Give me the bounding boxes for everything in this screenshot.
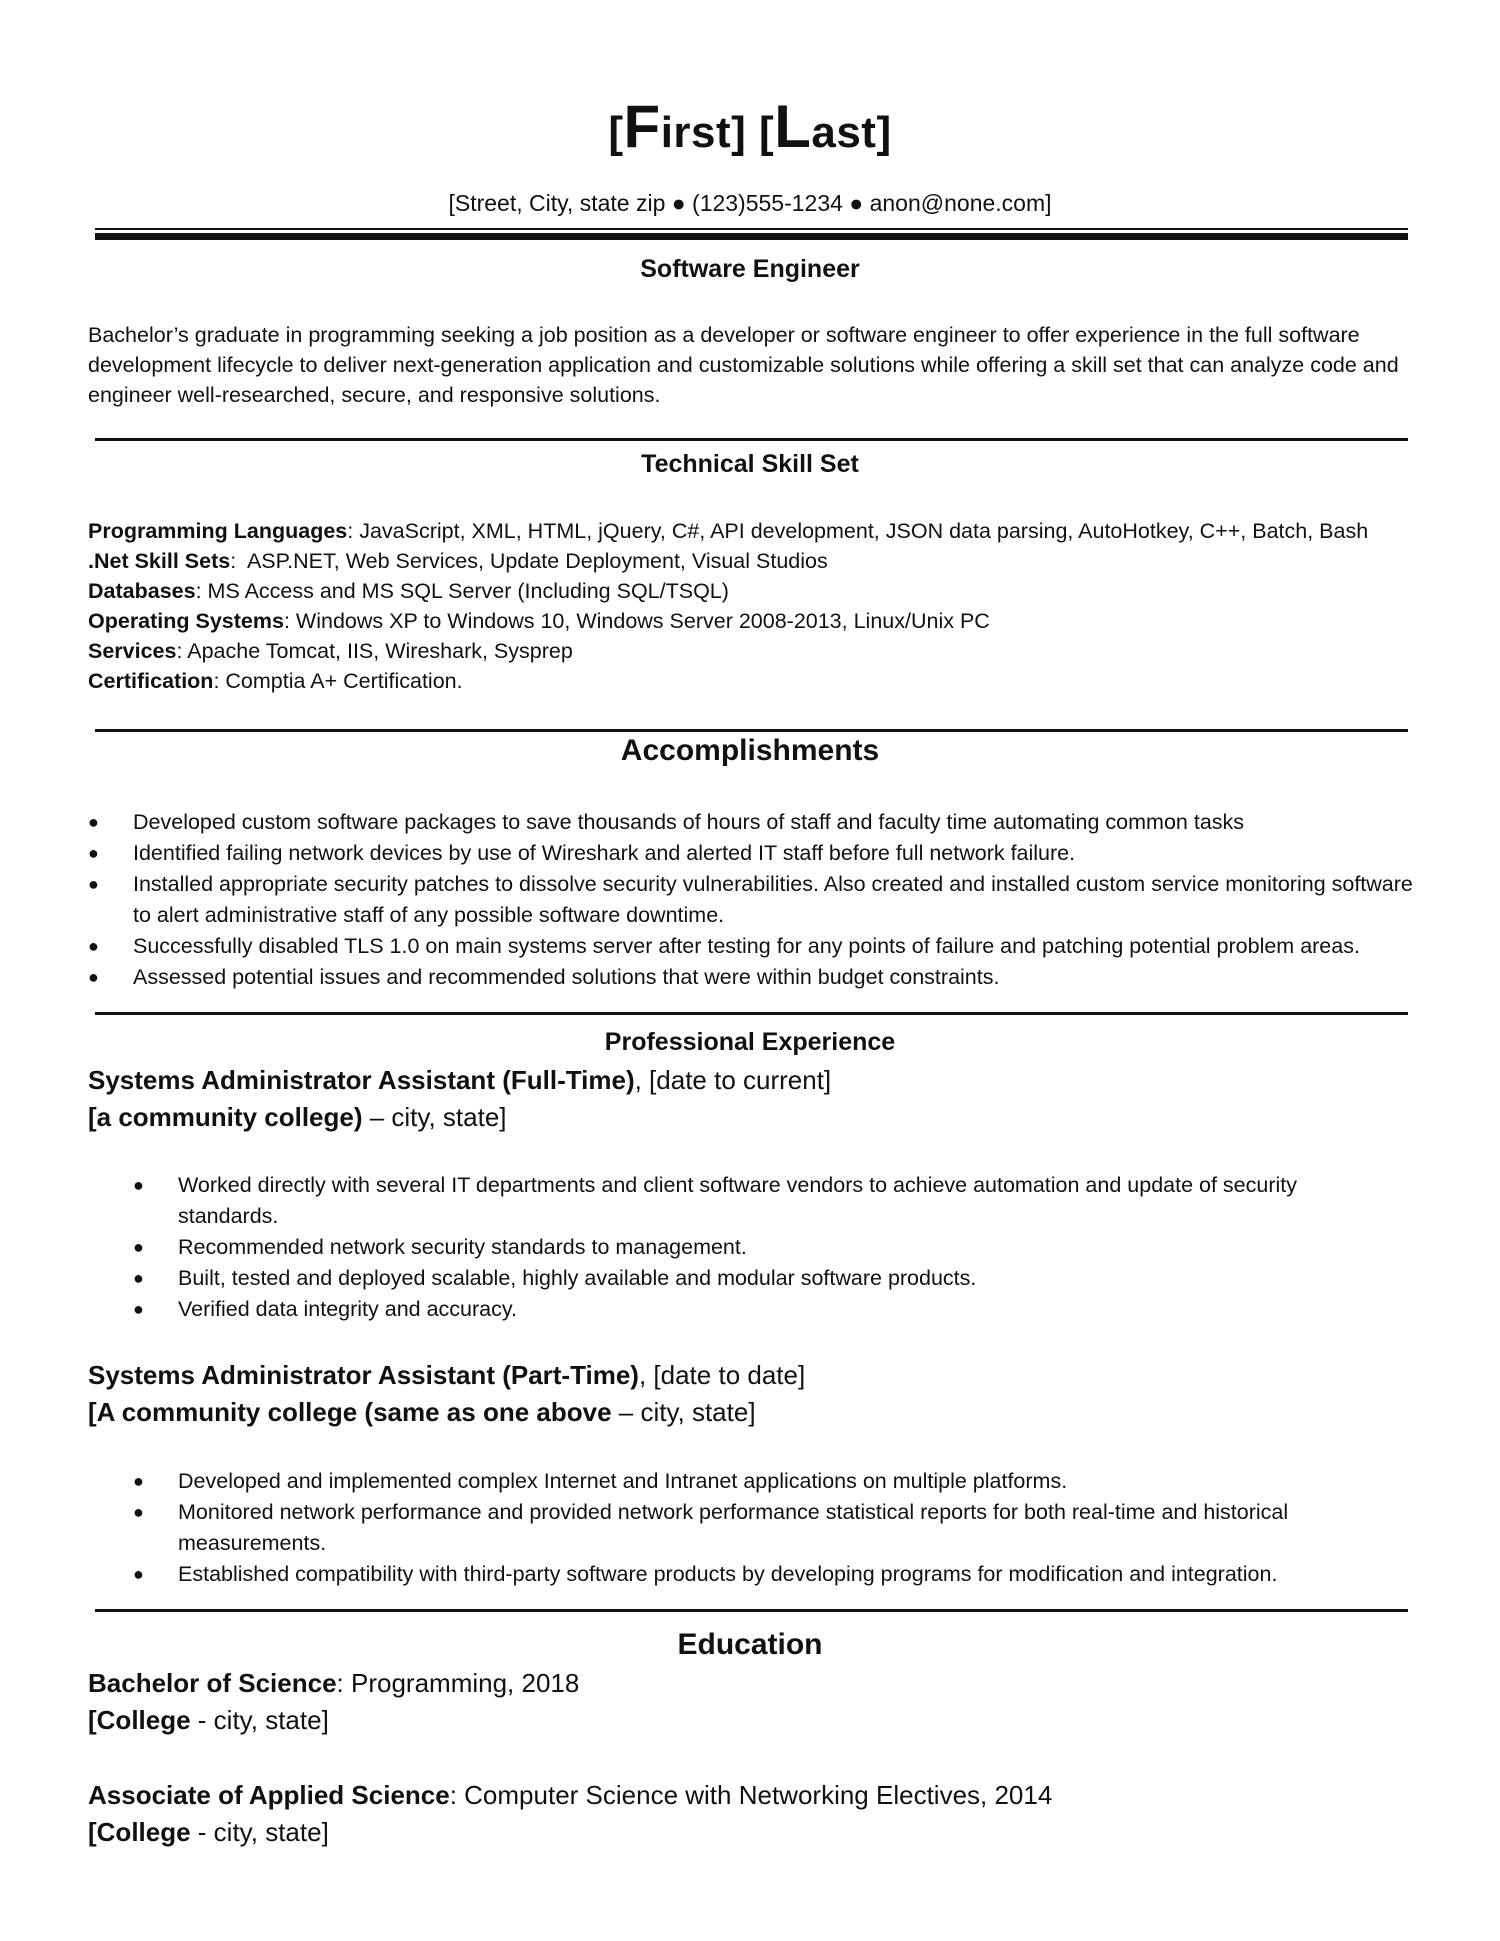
list-item: ● Developed and implemented complex Internet and Intranet applications on multiple platforms. [133, 1469, 1068, 1493]
list-item: ● Identified failing network devices by use of Wireshark and alerted IT staff before full network failure. [88, 841, 1076, 865]
section-divider [95, 1609, 1408, 1612]
degree-block [88, 1665, 1418, 1739]
job-header [88, 1062, 1418, 1136]
school-line: [College - city, state] [88, 1817, 329, 1847]
degree-line: Associate of Applied Science: Computer Science with Networking Electives, 2014 [88, 1780, 1053, 1810]
skill-line: Operating Systems: Windows XP to Windows 10, Windows Server 2008-2013, Linux/Unix PC [88, 609, 990, 633]
candidate-name: [First] [Last] [608, 93, 892, 160]
job-org-line: [A community college (same as one above – city, state] [88, 1397, 756, 1427]
section-divider [95, 729, 1408, 732]
degree-line: Bachelor of Science: Programming, 2018 [88, 1668, 580, 1698]
last-initial: L [774, 93, 812, 160]
accomplishments-list [88, 807, 1418, 993]
job-org-line: [a community college) – city, state] [88, 1102, 507, 1132]
skills-title: Technical Skill Set [641, 450, 859, 478]
job-bullets [133, 1170, 1383, 1325]
list-item: ● Established compatibility with third-party software products by developing programs for modification and integration. [133, 1562, 1278, 1586]
section-divider [95, 1012, 1408, 1015]
contact-line: [Street, City, state zip ● (123)555-1234 ● anon@none.com] [448, 190, 1052, 216]
last-rest: ast [811, 108, 877, 157]
skill-line: .Net Skill Sets: ASP.NET, Web Services, Update Deployment, Visual Studios [88, 549, 828, 573]
education-title: Education [677, 1628, 823, 1661]
list-item: ● Built, tested and deployed scalable, highly available and modular software products. [133, 1266, 977, 1290]
first-rest: irst [660, 108, 732, 157]
first-initial: F [623, 93, 661, 160]
objective-title: Software Engineer [640, 255, 860, 283]
job-bullets [133, 1466, 1383, 1590]
list-item: ● Monitored network performance and provided network performance statistical reports for both real-time and historical measurements. [133, 1500, 1289, 1555]
skill-line: Programming Languages: JavaScript, XML, HTML, jQuery, C#, API development, JSON data parsing, AutoHotkey, C++, Batch, Bash [88, 519, 1369, 543]
job-role-line: Systems Administrator Assistant (Full-Time), [date to current] [88, 1065, 832, 1095]
school-line: [College - city, state] [88, 1705, 329, 1735]
objective-text: Bachelor’s graduate in programming seeking a job position as a developer or software engineer to offer experience in the full software development lifecycle to deliver next-generation application and customizable solutions while offering a skill set that can analyze code and engineer well-researched, secure, and responsive solutions. [88, 323, 1399, 407]
list-item: ● Successfully disabled TLS 1.0 on main systems server after testing for any points of failure and patching potential problem areas. [88, 934, 1360, 958]
list-item: ● Recommended network security standards to management. [133, 1235, 747, 1259]
list-item: ● Developed custom software packages to save thousands of hours of staff and faculty time automating common tasks [88, 810, 1245, 834]
skill-line: Services: Apache Tomcat, IIS, Wireshark, Sysprep [88, 639, 573, 663]
skill-line: Certification: Comptia A+ Certification. [88, 669, 463, 693]
experience-title: Professional Experience [604, 1028, 896, 1056]
job-header [88, 1357, 1418, 1431]
list-item: ● Installed appropriate security patches to dissolve security vulnerabilities. Also created and installed custom service monitoring software to alert administrative staff of any possible software downtime. [88, 872, 1413, 927]
list-item: ● Assessed potential issues and recommended solutions that were within budget constraints. [88, 965, 1000, 989]
list-item: ● Verified data integrity and accuracy. [133, 1297, 518, 1321]
skills-list [88, 516, 1418, 696]
degree-block [88, 1777, 1418, 1851]
skill-line: Databases: MS Access and MS SQL Server (Including SQL/TSQL) [88, 579, 729, 603]
accomplishments-title: Accomplishments [620, 734, 880, 767]
job-role-line: Systems Administrator Assistant (Part-Time), [date to date] [88, 1360, 806, 1390]
header-divider [95, 228, 1408, 240]
section-divider [95, 438, 1408, 441]
list-item: ● Worked directly with several IT departments and client software vendors to achieve automation and update of security standards. [133, 1173, 1297, 1228]
